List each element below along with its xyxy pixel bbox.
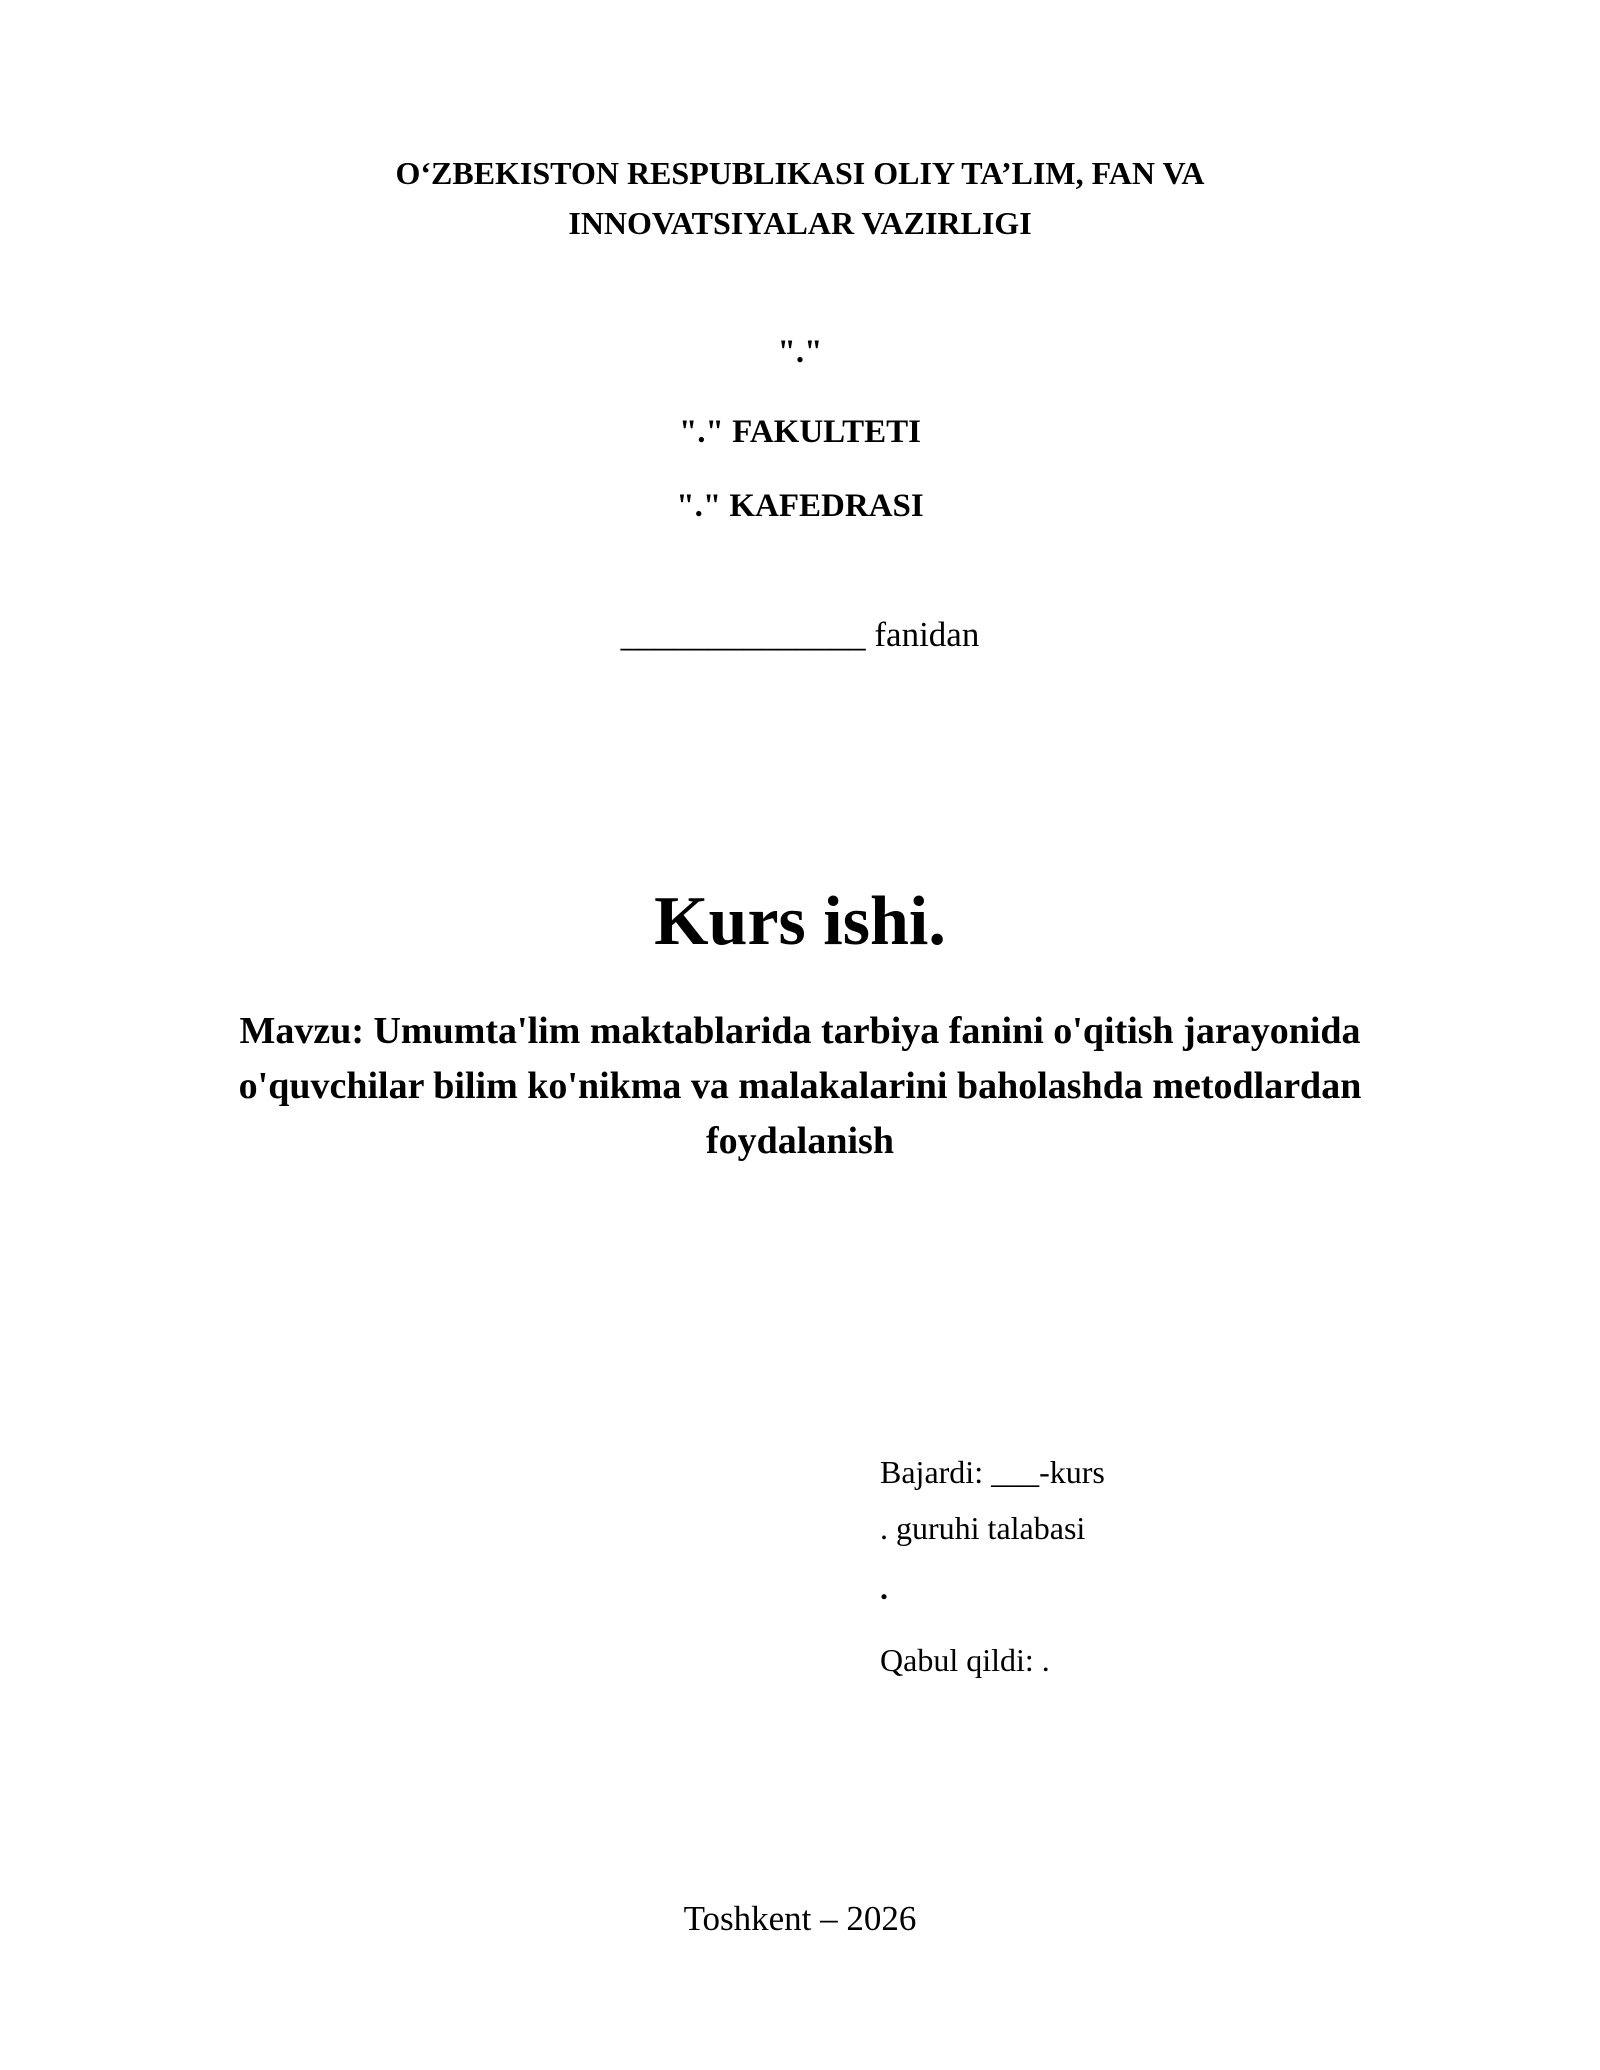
- topic-line-1: Mavzu: Umumta'lim maktablarida tarbiya fanini o'qitish jarayonida: [239, 1010, 1361, 1052]
- topic-line-2: o'quvchilar bilim ko'nikma va malakalarini baholashda metodlardan: [238, 1065, 1362, 1107]
- accepted-by: Qabul qildi: .: [880, 1642, 1050, 1678]
- topic-line-3: foydalanish: [706, 1120, 894, 1162]
- subject-line: ______________ fanidan: [620, 615, 980, 654]
- ministry-line-2: INNOVATSIYALAR VAZIRLIGI: [568, 205, 1032, 241]
- performed-by: Bajardi: ___-kurs: [880, 1454, 1105, 1490]
- student-name: .: [880, 1570, 888, 1606]
- ministry-line-1: O‘ZBEKISTON RESPUBLIKASI OLIY TA’LIM, FAN VA: [395, 155, 1205, 191]
- faculty-name: "." FAKULTETI: [678, 414, 922, 450]
- document-title: Kurs ishi.: [654, 883, 946, 960]
- ministry-heading: [0, 148, 1600, 248]
- topic-heading: [0, 1004, 1600, 1169]
- city-year: Toshkent – 2026: [683, 1899, 917, 1938]
- department-name: "." KAFEDRASI: [676, 488, 924, 524]
- student-group: . guruhi talabasi: [880, 1510, 1086, 1546]
- university-name: ".": [777, 334, 823, 370]
